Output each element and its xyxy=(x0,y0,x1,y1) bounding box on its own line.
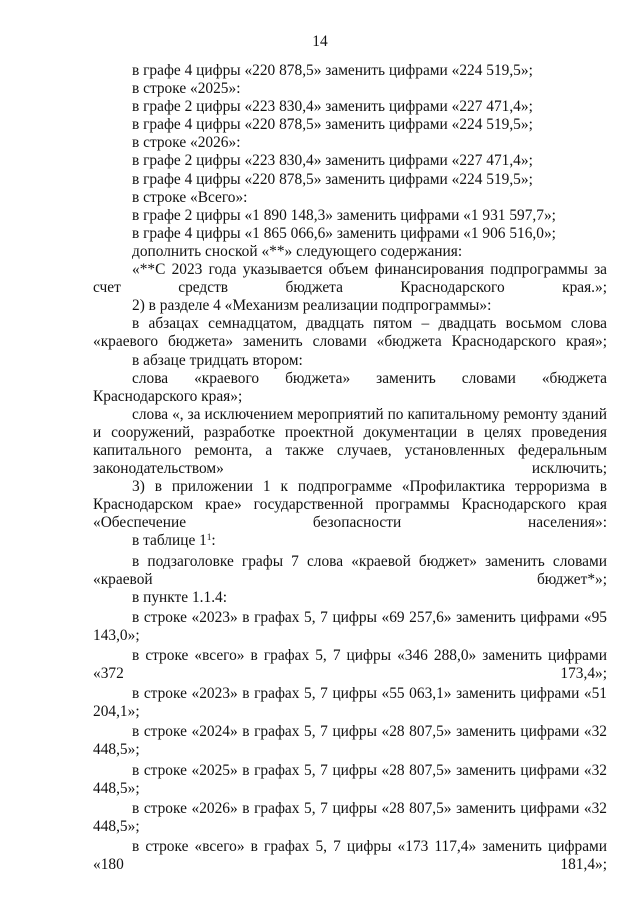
paragraph: в строке «2026»: xyxy=(132,134,241,152)
paragraph: в строке «2023» в графах 5, 7 цифры «69 257,6» заменить цифрами «95 143,0»; xyxy=(93,608,607,644)
paragraph: 2) в разделе 4 «Механизм реализации подпрограммы»: xyxy=(132,297,492,315)
paragraph: в подзаголовке графы 7 слова «краевой бюджет» заменить словами «краевой бюджет*»; xyxy=(93,552,607,588)
paragraph: в графе 4 цифры «220 878,5» заменить цифрами «224 519,5»; xyxy=(132,116,533,134)
paragraph: в абзаце тридцать втором: xyxy=(132,351,303,369)
document-body xyxy=(93,62,607,874)
page-number: 14 xyxy=(312,33,328,50)
word: «бюджета xyxy=(541,369,607,387)
word: бюджета» xyxy=(285,369,351,387)
superscript: 1 xyxy=(206,532,212,543)
paragraph: в пункте 1.1.4: xyxy=(132,588,228,606)
paragraph: в строке «2025»: xyxy=(132,80,241,98)
paragraph: Краснодарского края»; xyxy=(93,387,243,405)
table-ref: в таблице 1 xyxy=(132,532,207,550)
paragraph: в строке «Всего»: xyxy=(132,188,248,206)
paragraph: в строке «2025» в графах 5, 7 цифры «28 807,5» заменить цифрами «32 448,5»; xyxy=(93,761,607,797)
paragraph: в графе 4 цифры «220 878,5» заменить цифрами «224 519,5»; xyxy=(132,62,533,79)
paragraph: в строке «2026» в графах 5, 7 цифры «28 807,5» заменить цифрами «32 448,5»; xyxy=(93,799,607,835)
paragraph: 3) в приложении 1 к подпрограмме «Профилактика терроризма в Краснодарском крае» государственной программы Краснодарского края «Обеспечение безопасности населения»: xyxy=(93,478,607,532)
word: словами xyxy=(461,369,516,387)
footnote-text: «**С 2023 года указывается объем финансирования подпрограммы за счет средств бюджета Краснодарского края.»; xyxy=(93,261,607,297)
paragraph: в строке «всего» в графах 5, 7 цифры «346 288,0» заменить цифрами «372 173,4»; xyxy=(93,647,607,683)
word: заменить xyxy=(376,369,436,387)
colon: : xyxy=(211,532,216,550)
paragraph xyxy=(93,532,607,550)
paragraph: в графе 4 цифры «1 865 066,6» заменить цифрами «1 906 516,0»; xyxy=(132,224,556,242)
paragraph: в графе 2 цифры «1 890 148,3» заменить цифрами «1 931 597,7»; xyxy=(132,206,556,224)
spread-line xyxy=(93,370,607,388)
paragraph: дополнить сноской «**» следующего содержания: xyxy=(132,242,463,260)
word: слова xyxy=(132,369,169,387)
paragraph: в графе 2 цифры «223 830,4» заменить цифрами «227 471,4»; xyxy=(132,152,533,170)
paragraph: слова «, за исключением мероприятий по капитальному ремонту зданий и сооружений, разработке проектной документации в целях проведения капитального ремонта, а также случаев, установленных федеральным законодательством» исключить; xyxy=(93,405,607,478)
paragraph: в строке «всего» в графах 5, 7 цифры «173 117,4» заменить цифрами «180 181,4»; xyxy=(93,837,607,874)
paragraph: в графе 4 цифры «220 878,5» заменить цифрами «224 519,5»; xyxy=(132,170,533,188)
paragraph: в абзацах семнадцатом, двадцать пятом – двадцать восьмом слова «краевого бюджета» заменить словами «бюджета Краснодарского края»; xyxy=(93,315,607,351)
word: «краевого xyxy=(194,369,260,387)
paragraph: в строке «2023» в графах 5, 7 цифры «55 063,1» заменить цифрами «51 204,1»; xyxy=(93,685,607,721)
paragraph: в строке «2024» в графах 5, 7 цифры «28 807,5» заменить цифрами «32 448,5»; xyxy=(93,723,607,759)
paragraph: в графе 2 цифры «223 830,4» заменить цифрами «227 471,4»; xyxy=(132,98,533,116)
